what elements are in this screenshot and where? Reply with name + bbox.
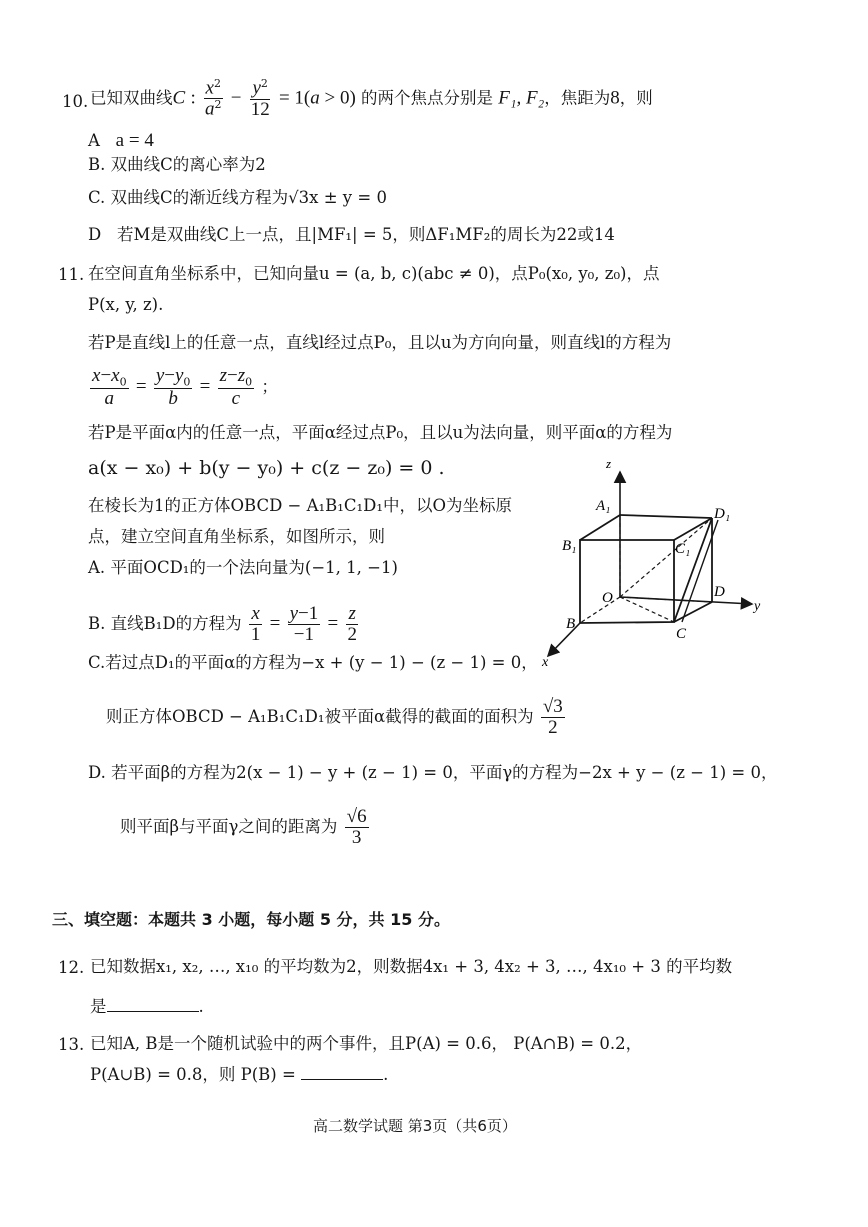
q10-stem-b: 的两个焦点分别是 [361, 88, 494, 108]
q10-option-c-label: C. [88, 188, 106, 207]
q11-option-d-text: 若平面β的方程为2(x − 1) − y + (z − 1) = 0，平面γ的方程为−2x + y − (z − 1) = 0， [111, 763, 778, 782]
edge-c-d1 [674, 518, 712, 622]
edge-c1-d1 [674, 518, 712, 540]
q12-number: 12. [58, 958, 85, 977]
q10-foci: F₁, F₂ [498, 87, 545, 109]
q13-text: 已知A, B是一个随机试验中的两个事件，且P(A) = 0.6， P(A∩B) = 0.2， [90, 1034, 643, 1053]
q12-answer-blank[interactable] [107, 1011, 199, 1012]
page-footer: 高二数学试题 第3页（共6页） [313, 1117, 517, 1135]
label-d: D [714, 584, 725, 600]
q11-line8: 点，建立空间直角坐标系，如图所示，则 [88, 527, 385, 546]
q10-option-d-text: 若M是双曲线C上一点，且|MF₁| = 5，则ΔF₁MF₂的周长为22或14 [116, 225, 615, 244]
q13-text2: P(A∪B) = 0.8，则 P(B) = [90, 1065, 296, 1084]
x-axis [548, 623, 580, 656]
q10-option-b-label: B. [88, 155, 106, 174]
q10-stem-c: ，焦距为 [544, 88, 611, 108]
q11-line1: 在空间直角坐标系中，已知向量u = (a, b, c)(abc ≠ 0)，点P₀(x₀, y₀, z₀)，点 [88, 264, 660, 283]
q10-frac-y: $\frac{y^2}{12}$ [250, 77, 270, 120]
edge-a1-d1 [620, 515, 712, 518]
x-axis-hidden [580, 597, 620, 623]
q11-line5: 若P是平面α内的任意一点，平面α经过点P₀，且以u为法向量，则平面α的方程为 [88, 423, 673, 442]
q11-option-d-line2: 则平面β与平面γ之间的距离为 $\frac{√6}{3}$ [120, 806, 367, 848]
edge-o-c [620, 597, 674, 622]
q11-option-a [88, 559, 398, 578]
q10-focal-len: 8 [610, 87, 620, 109]
q11-option-c [88, 654, 538, 673]
q11-option-c-text: 若过点D₁的平面α的方程为−x + (y − 1) − (z − 1) = 0， [105, 653, 538, 672]
q11-option-a-label: A. [88, 558, 106, 577]
cube-front-face [580, 540, 674, 623]
q10-option-a-text: a = 4 [115, 130, 154, 151]
q11-option-c-text2: 则正方体OBCD − A₁B₁C₁D₁被平面α截得的截面的面积为 [106, 706, 534, 726]
q13-answer-blank[interactable] [301, 1079, 383, 1080]
q11-line4-end: ； [261, 376, 278, 396]
q11-option-d-label: D. [88, 763, 106, 782]
label-d1: D₁ [714, 506, 731, 522]
q10-number: 10. [62, 92, 89, 111]
q12-text2: 是 [90, 997, 107, 1016]
q11-line3: 若P是直线l上的任意一点，直线l经过点P₀，且以u为方向向量，则直线l的方程为 [88, 333, 672, 352]
q10-option-b-text: 双曲线C的离心率为2 [110, 155, 266, 174]
q10-stem-a: 已知双曲线 [90, 88, 173, 108]
q11-option-d-text2: 则平面β与平面γ之间的距离为 [120, 816, 338, 836]
q10-option-d [88, 226, 615, 245]
label-c1: C₁ [675, 541, 691, 557]
q11-line7: 在棱长为1的正方体OBCD − A₁B₁C₁D₁中，以O为坐标原 [88, 496, 513, 515]
q13-number: 13. [58, 1035, 85, 1054]
label-a1: A₁ [596, 498, 611, 514]
label-c: C [676, 626, 687, 642]
q11-line2: P(x, y, z). [88, 295, 164, 314]
q11-number: 11. [58, 265, 85, 284]
q10-option-c [88, 189, 387, 208]
q10-stem: 已知双曲线C : $\frac{x^2}{a^2}$ − $\frac{y^2}{12}$ = 1(a > 0) 的两个焦点分别是 F₁, F₂，焦距为8，则 [90, 77, 653, 120]
label-o: O [602, 590, 613, 606]
q11-line-equation: $\frac{x-x_0}{a}$ = $\frac{y-y_0}{b}$ = $\frac{z-z_0}{c}$ ； [92, 365, 278, 409]
q10-curve: C [172, 87, 186, 109]
edge-b1-a1 [580, 515, 620, 540]
q11-option-d [88, 764, 777, 783]
label-z: z [606, 460, 612, 471]
q10-stem-d: ，则 [619, 88, 653, 108]
label-b: B [566, 616, 576, 632]
q11-option-b: B. 直线B₁D的方程为 $\frac{x}{1}$ = $\frac{y-1}{-1}$ = $\frac{z}{2}$ [88, 603, 357, 645]
q11-option-b-text: 直线B₁D的方程为 [110, 613, 242, 633]
q10-option-b [88, 156, 266, 175]
q10-option-c-text: 双曲线C的渐近线方程为√3x ± y = 0 [110, 188, 387, 207]
q10-option-a [88, 130, 154, 152]
q13-line2: P(A∪B) = 0.8，则 P(B) = . [90, 1065, 389, 1084]
section3-title: 三、填空题：本题共 3 小题，每小题 5 分，共 15 分。 [52, 910, 450, 929]
label-x: x [542, 655, 549, 670]
q12-line2: 是 . [90, 997, 204, 1016]
q12-text: 已知数据x₁, x₂, …, x₁₀ 的平均数为2，则数据4x₁ + 3, 4x₂ + 3, …, 4x₁₀ + 3 的平均数 [90, 957, 733, 976]
label-b1: B₁ [562, 538, 577, 554]
q10-frac-x: $\frac{x^2}{a^2}$ [204, 77, 222, 120]
label-y: y [754, 599, 761, 614]
q11-option-c-label: C. [88, 653, 106, 672]
q10-option-d-label: D [88, 225, 102, 244]
q11-option-a-text: 平面OCD₁的一个法向量为(−1, 1, −1) [110, 558, 398, 577]
q11-line6: a(x − x₀) + b(y − y₀) + c(z − z₀) = 0 . [88, 457, 445, 479]
q11-option-c-line2: 则正方体OBCD − A₁B₁C₁D₁被平面α截得的截面的面积为 $\frac{√3}{2}$ [106, 696, 563, 738]
q11-option-b-label: B. [88, 613, 106, 633]
q10-option-a-label: A [88, 131, 100, 150]
cube-figure [540, 460, 780, 675]
